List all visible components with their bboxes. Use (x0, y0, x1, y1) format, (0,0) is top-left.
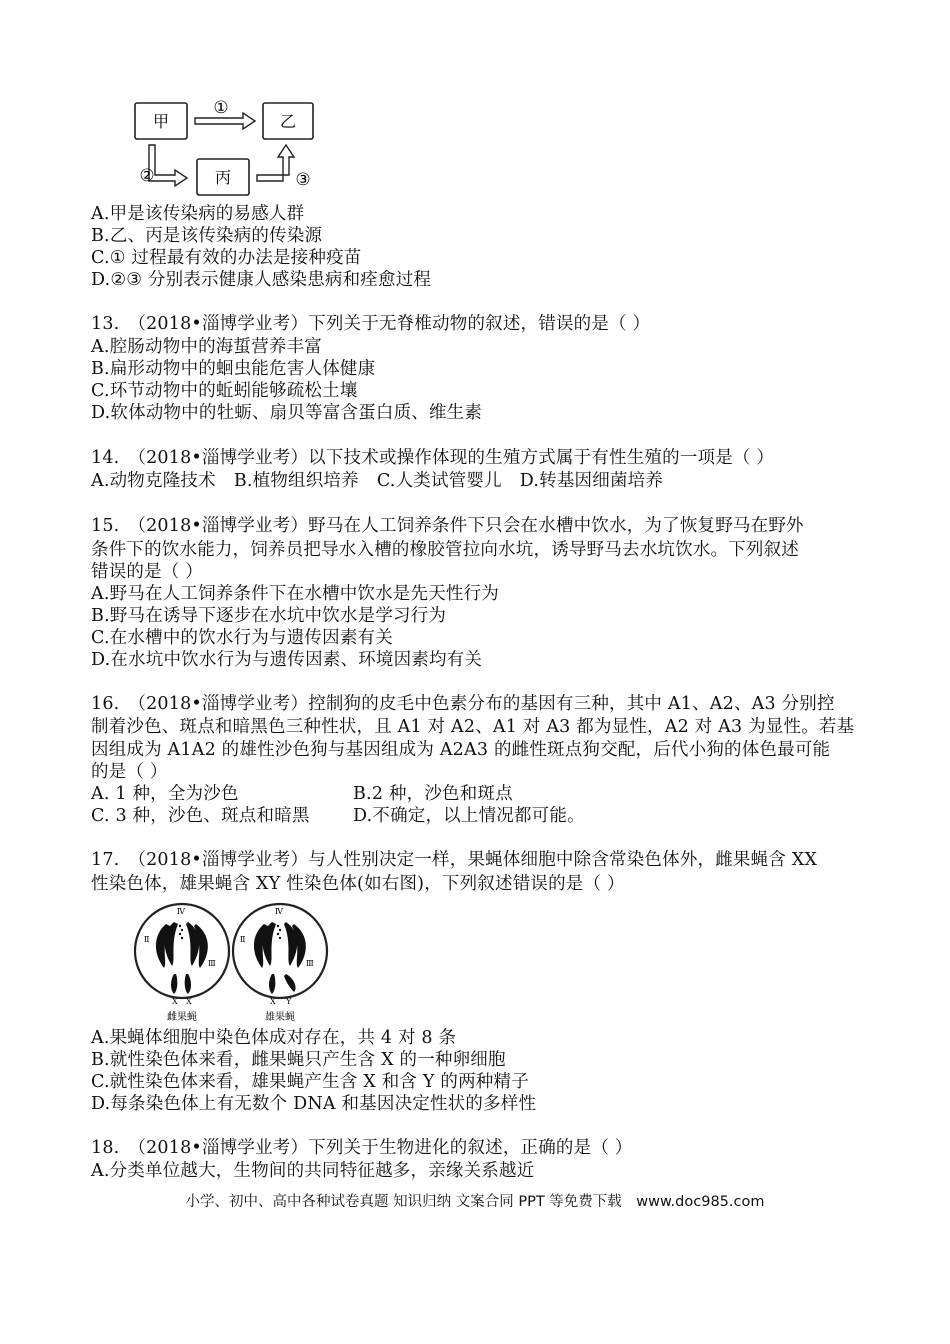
q15-stem-line-2: 条件下的饮水能力，饲养员把导水入槽的橡胶管拉向水坑，诱导野马去水坑饮水。下列叙述 (91, 540, 799, 560)
q16-option-a: A. 1 种，全为沙色 (91, 784, 239, 804)
q16-option-c: C. 3 种，沙色、斑点和暗黑 (91, 806, 310, 826)
box-yi-label: 乙 (279, 112, 297, 131)
female-x-label: X (172, 997, 178, 1006)
q17-option-d: D.每条染色体上有无数个 DNA 和基因决定性状的多样性 (91, 1094, 537, 1114)
q13-option-c: C.环节动物中的蚯蚓能够疏松土壤 (91, 381, 358, 401)
male-cell-outline (233, 904, 327, 998)
q13-option-b: B.扁形动物中的蛔虫能危害人体健康 (91, 359, 376, 379)
q13-option-a: A.腔肠动物中的海蜇营养丰富 (91, 337, 322, 357)
q12-option-c: C.① 过程最有效的办法是接种疫苗 (91, 248, 362, 268)
box-jia-label: 甲 (152, 112, 170, 131)
q14-option-b: B.植物组织培养 (233, 471, 359, 491)
arrow-2-label: ② (139, 166, 155, 186)
q14-option-d: D.转基因细菌培养 (519, 471, 664, 491)
female-roman-4: Ⅳ (177, 907, 185, 916)
q14-stem: 14. （2018•淄博学业考）以下技术或操作体现的生殖方式属于有性生殖的一项是（ ） (91, 448, 775, 468)
q18-option-a: A.分类单位越大，生物间的共同特征越多，亲缘关系越近 (91, 1161, 535, 1181)
q14-option-a: A.动物克隆技术 (91, 471, 216, 491)
arrow-3 (257, 145, 294, 181)
male-roman-2: Ⅱ (240, 935, 246, 944)
fruit-fly-chromosome-figure (130, 900, 340, 1025)
q15-option-a: A.野马在人工饲养条件下在水槽中饮水是先天性行为 (91, 584, 499, 604)
q16-stem-line-4: 的是（ ） (91, 762, 168, 782)
q15-stem-line-3: 错误的是（ ） (91, 562, 203, 582)
box-bing-label: 丙 (214, 168, 232, 187)
q16-option-d: D.不确定，以上情况都可能。 (353, 806, 585, 826)
q17-option-b: B.就性染色体来看，雌果蝇只产生含 X 的一种卵细胞 (91, 1050, 506, 1070)
female-cell-outline (135, 904, 229, 998)
q15-option-c: C.在水槽中的饮水行为与遗传因素有关 (91, 628, 393, 648)
male-y-label: Y (286, 997, 292, 1006)
q14-options (91, 470, 663, 492)
page-footer: 小学、初中、高中各种试卷真题 知识归纳 文案合同 PPT 等免费下载 www.doc985.com (185, 1194, 765, 1210)
q17-option-c: C.就性染色体来看，雄果蝇产生含 X 和含 Y 的两种精子 (91, 1072, 529, 1092)
q16-stem-line-3: 因组成为 A1A2 的雄性沙色狗与基因组成为 A2A3 的雌性斑点狗交配，后代小狗的体色最可能 (91, 740, 831, 760)
q15-option-d: D.在水坑中饮水行为与遗传因素、环境因素均有关 (91, 650, 483, 670)
female-roman-2: Ⅱ (144, 935, 150, 944)
q13-option-d: D.软体动物中的牡蛎、扇贝等富含蛋白质、维生素 (91, 403, 483, 423)
q15-option-b: B.野马在诱导下逐步在水坑中饮水是学习行为 (91, 606, 447, 626)
female-chromosomes (156, 922, 208, 994)
female-x-label-2: X (186, 997, 192, 1006)
female-roman-3: Ⅲ (208, 959, 216, 968)
arrow-3-label: ③ (295, 170, 311, 190)
q16-stem-line-2: 制着沙色、斑点和暗黑色三种性状，且 A1 对 A2、A1 对 A3 都为显性，A2 对 A3 为显性。若基 (91, 717, 855, 737)
q18-stem: 18. （2018•淄博学业考）下列关于生物进化的叙述，正确的是（ ） (91, 1138, 633, 1158)
q12-option-b: B.乙、丙是该传染病的传染源 (91, 226, 323, 246)
q15-stem-line-1: 15. （2018•淄博学业考）野马在人工饲养条件下只会在水槽中饮水，为了恢复野马在野外 (91, 516, 804, 536)
male-caption: 雄果蝇 (265, 1012, 295, 1023)
female-caption: 雌果蝇 (167, 1012, 197, 1023)
q14-option-c: C.人类试管婴儿 (376, 471, 502, 491)
infection-flow-diagram (125, 95, 325, 200)
male-roman-3: Ⅲ (306, 959, 314, 968)
male-chromosomes (254, 922, 306, 994)
q13-stem: 13. （2018•淄博学业考）下列关于无脊椎动物的叙述，错误的是（ ） (91, 314, 651, 334)
male-roman-4: Ⅳ (275, 907, 283, 916)
q16-stem-line-1: 16. （2018•淄博学业考）控制狗的皮毛中色素分布的基因有三种，其中 A1、A2、A3 分别控 (91, 694, 835, 714)
arrow-1-label: ① (213, 98, 229, 118)
q16-option-b: B.2 种，沙色和斑点 (353, 784, 513, 804)
q17-stem-line-1: 17. （2018•淄博学业考）与人性别决定一样，果蝇体细胞中除含常染色体外，雌果蝇含 XX (91, 850, 818, 870)
q12-option-a: A.甲是该传染病的易感人群 (91, 204, 305, 224)
q17-stem-line-2: 性染色体，雄果蝇含 XY 性染色体(如右图)，下列叙述错误的是（ ） (91, 874, 625, 894)
q17-option-a: A.果蝇体细胞中染色体成对存在，共 4 对 8 条 (91, 1028, 457, 1048)
q12-option-d: D.②③ 分别表示健康人感染患病和痊愈过程 (91, 270, 432, 290)
arrow-2 (149, 145, 187, 186)
male-x-label: X (270, 997, 276, 1006)
